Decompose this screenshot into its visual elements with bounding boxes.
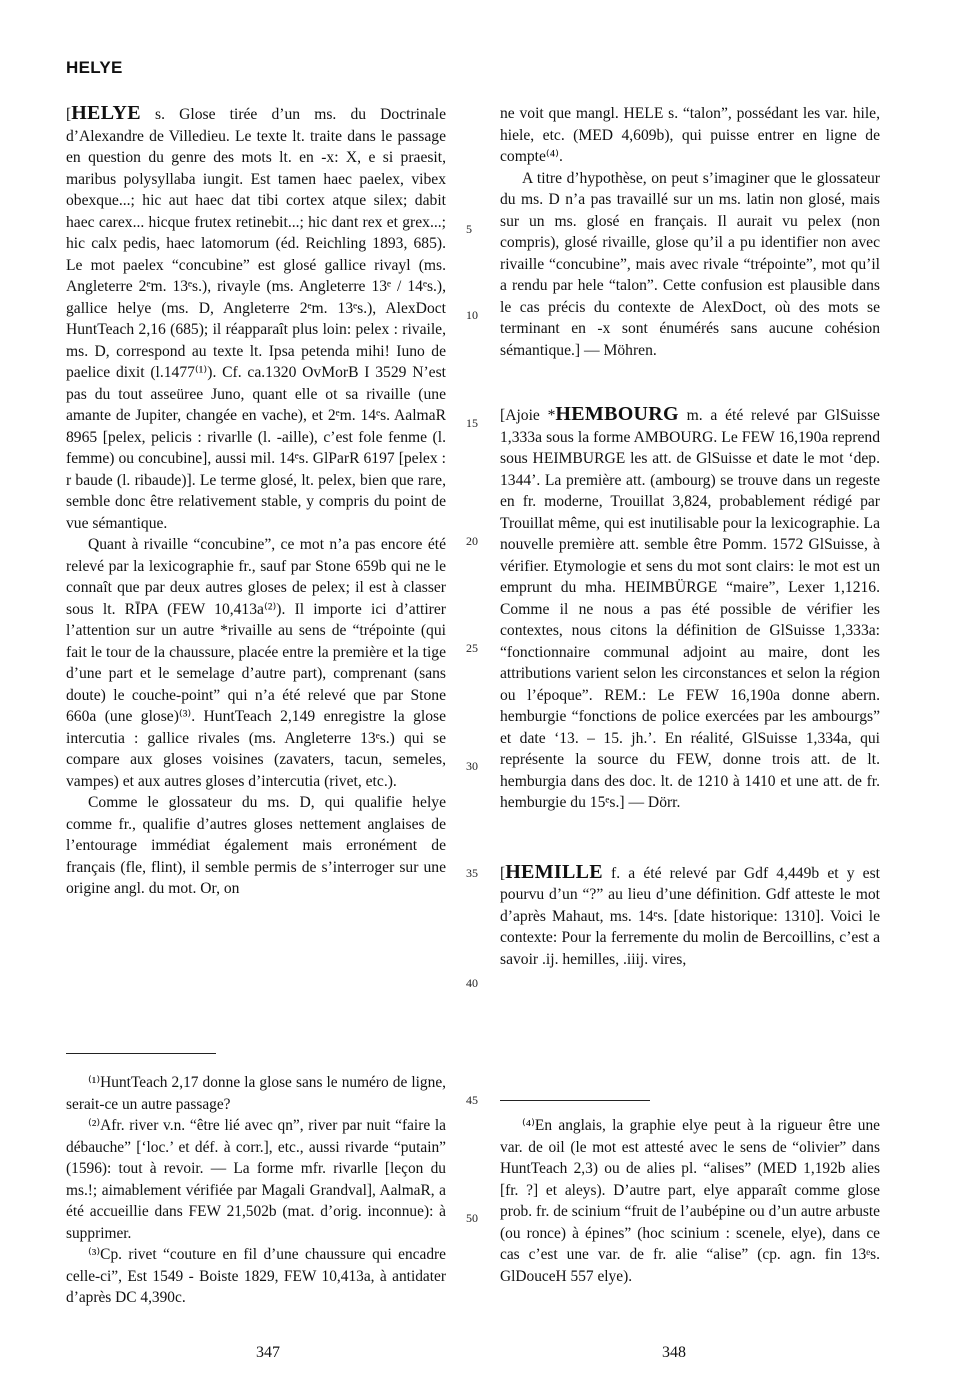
entry-helye: [HELYE s. Glose tirée d’un ms. du Doctrinale d’Alexandre de Villedieu. Le texte lt. traite dans le passage en question du genre des mots lt. en -x: X, e si praesit, maribus polysyllaba iungit. Est tamen haec paelex, vibex obexque...; hic aut haec dat tibi cortex atque silex; dabit haec carex... hicque frutex retinebit...; hic dant rex et grex...; hic calx pedis, haec latomorum (éd. Reichling 1893, 685). Le mot paelex “concubine” est glosé gallice rivayl (ms. Angleterre 2ᵉm. 13ᵉs.), rivayle (ms. Angleterre 13ᵉ / 14ᵉs.), gallice helye (ms. D, Angleterre 2ᵉm. 13ᵉs.), AlexDoct HuntTeach 2,16 (685); il réapparaît plus loin: pelex : rivaile, ms. D, correspond au texte lt. Ipsa petenda mihi! Iuno de paelice dixit (l.1477⁽¹⁾). Cf. ca.1320 OvMorB I 3529 N’est pas du tout asseüree Juno, quant elle ot sa rivaille (une amante de Jupiter, changée en vache), et 2ᵉm. 14ᵉs. AalmaR 8965 [pelex, pelicis : rivarlle (l. -aille), c’est fole fenme (l. femme) ou concubine], aussi mil. 14ᵉs. GlParR 6197 [pelex : r baude (l. ribaude)]. Le terme glosé, lt. pelex, bien que rare, semble donc être relativement stable, y compris du point de vue sémantique.	[66, 102, 446, 532]
footnote-1: ⁽¹⁾HuntTeach 2,17 donne la glose sans le numéro de ligne, serait-ce un autre passage?	[66, 1074, 446, 1113]
line-number-50: 50	[466, 1211, 478, 1225]
entry-hembourg-prefix: [Ajoie *	[500, 407, 556, 424]
footnote-3: ⁽³⁾Cp. rivet “couture en fil d’une chaussure qui encadre celle-ci”, Est 1549 - Boiste 1829, FEW 10,413a, à antidater d’après DC 4,390c.	[66, 1246, 446, 1306]
paragraph-hypothese: A titre d’hypothèse, on peut s’imaginer que le glossateur du ms. D n’a pas travaillé sur un ms. latin non glosé, mais sur un ms. glosé en français. Il aurait vu pelex (non compris), glosé rivaille, glose qu’il a pu identifier non avec rivaille “concubine”, mais avec rivale “trépointe”, mot qu’il a rendu par hele “talon”. Cette confusion est plausible dans le cas précis du contexte de AlexDoct, où des mots se terminant en -x sont énumérés sans aucune cohésion sémantique.] — Möhren.	[500, 169, 880, 359]
right-column	[500, 103, 880, 970]
page-number-right: 348	[662, 1344, 686, 1361]
entry-hemille-text: f. a été relevé par Gdf 4,449b et y est pourvu d’un “?” au lieu d’une définition. Gdf atteste le mot d’après Mahaut, ms. 14ᵉs. [date historique: 1310]. Voici le contexte: Pour la ferremente du molin de Bercoillins, c’est a savoir .ij. hemilles, .iiij. vires,	[500, 864, 880, 968]
headword-hembourg: HEMBOURG	[555, 403, 679, 425]
line-number-30: 30	[466, 759, 478, 773]
footnotes-right	[500, 1115, 880, 1287]
line-number-5: 5	[466, 222, 472, 236]
line-number-20: 20	[466, 534, 478, 548]
entry-hemille	[500, 862, 880, 971]
footnote-rule-right	[500, 1100, 650, 1101]
footnote-rule-left	[66, 1053, 216, 1054]
footnote-2: ⁽²⁾Afr. river v.n. “être lié avec qn”, river par nuit “faire la débauche” [‘loc.’ et déf. à corr.], etc., aussi rivarde “putain” (1596): tout à revoir. — La forme mfr. rivarlle [leçon du ms.!; aimablement vérifiée par Magali Grandval], AalmaR, a été accueillie dans FEW 21,502b (mat. d’orig. inconnue): à supprimer.	[66, 1117, 446, 1242]
footnotes-left	[66, 1072, 446, 1309]
headword-helye: HELYE	[71, 102, 141, 124]
line-number-35: 35	[466, 866, 478, 880]
page-number-left: 347	[256, 1344, 280, 1361]
entry-hembourg-text: m. a été relevé par GlSuisse 1,333a sous la forme AMBOURG. Le FEW 16,190a reprend sous HEIMBURGE les att. de GlSuisse et date le mot ‘dep. 1344’. La première att. (ambourg) se trouve dans un regeste en fr. moderne, Trouillat 3,824, probablement rédigé par Trouillat même, qui est inutilisable pour la lexicographie. La nouvelle première att. semble être Pomm. 1572 GlSuisse, à vérifier. Etymologie et sens du mot sont clairs: le mot est un emprunt du mha. HEIMBÜRGE “maire”, Lexer 1,1216. Comme il ne nous a pas été possible de vérifier les contextes, nous citons la définition de GlSuisse 1,333a: “fonctionnaire communal adjoint au maire, dont les attributions varient selon les circonstances et selon la région ou l’époque”. REM.: Le FEW 16,190a donne abern. hemburgie “fonctions de police exercées par les ambourgs” et date ‘13. – 15. jh.’. En réalité, GlSuisse 1,334a, qui représente la source du FEW, donne trois att. de lt. hemburgia dans des doc. lt. de 1210 à 1410 et une att. de fr. hemburgie du 15ᵉs.] — Dörr.	[500, 407, 880, 811]
entry-hemille-prefix: [	[500, 864, 506, 882]
paragraph-continuation: ne voit que mangl. HELE s. “talon”, possédant les var. hile, hiele, etc. (MED 4,609b), qui puisse entrer en ligne de compte⁽⁴⁾.	[500, 105, 880, 165]
line-number-10: 10	[466, 308, 478, 322]
footnote-4: ⁽⁴⁾En anglais, la graphie elye peut à la rigueur être une var. de oil (le mot est attesté avec le sens de “olivier” dans HuntTeach 2,3) ou de alies pl. “alises” (MED 1,192b alies [fr. ?] et aleys). D’autre part, elye apparaît comme glose prob. fr. de scinium “fruit de l’aubépine ou d’un autre arbuste (ou ronce) à épines” (hoc scinium : scenele, elye), dans ce cas c’est une var. de fr. alie “alise” (cp. agn. fin 13ᵉs. GlDouceH 557 elye).	[500, 1117, 880, 1285]
line-number-45: 45	[466, 1093, 478, 1107]
entry-hembourg	[500, 404, 880, 814]
paragraph-rivaille: Quant à rivaille “concubine”, ce mot n’a pas encore été relevé par la lexicographie fr., sauf par Stone 659b qui ne le connaît que par deux autres gloses de pelex; il est à classer sous lt. RĪPA (FEW 10,413a⁽²⁾). Il importe ici d’attirer l’attention sur un autre *rivaille au sens de “trépointe (qui fait le tour de la chaussure, placée entre la première et la tige d’une part et le semelage d’autre part), comprenant (sans doute) le couche-point” qui n’a été relevé que par Stone 660a (une glose)⁽³⁾. HuntTeach 2,149 enregistre la glose intercutia : gallice rivales (ms. Angleterre 13ᵉs.) qui se compare aux gloses voisines (zavaters, tacun, semeles, vampes) et aux autres gloses d’intercutia (rivet, etc.).	[66, 536, 446, 790]
line-number-25: 25	[466, 641, 478, 655]
headword-hemille: HEMILLE	[505, 860, 603, 883]
line-number-40: 40	[466, 976, 478, 990]
line-number-15: 15	[466, 416, 478, 430]
entry-helye-text: s. Glose tirée d’un ms. du Doctrinale d’Alexandre de Villedieu. Le texte lt. traite dans le passage en question du genre des mots lt. en -x: X, e si praesit, maribus polysyllaba iungit. Est tamen haec paelex, vibex obexque...; hic aut haec dat tibi cortex atque silex; dabit haec carex... hicque frutex retinebit...; hic dant rex et grex...; hic calx pedis, haec latomorum (éd. Reichling 1893, 685). Le mot paelex “concubine” est glosé gallice rivayl (ms. Angleterre 2ᵉm. 13ᵉs.), rivayle (ms. Angleterre 13ᵉ / 14ᵉs.), gallice helye (ms. D, Angleterre 2ᵉm. 13ᵉs.), AlexDoct HuntTeach 2,16 (685); il réapparaît plus loin: pelex : rivaile, ms. D, correspond au texte lt. Ipsa petenda mihi! Iuno de paelice dixit (l.1477⁽¹⁾). Cf. ca.1320 OvMorB I 3529 N’est pas du tout asseüree Juno, quant elle ot sa rivaille (une amante de Jupiter, changée en vache), et 2ᵉm. 14ᵉs. AalmaR 8965 [pelex, pelicis : rivarlle (l. -aille), c’est fole fenme (l. femme) ou concubine], aussi mil. 14ᵉs. GlParR 6197 [pelex : r baude (l. ribaude)]. Le terme glosé, lt. pelex, bien que rare, semble donc être relativement stable, y compris du point de vue sémantique.	[66, 106, 446, 532]
left-column	[66, 103, 446, 900]
running-head: HELYE	[66, 58, 123, 77]
paragraph-glossateur: Comme le glossateur du ms. D, qui qualifie helye comme fr., qualifie d’autres gloses nettement anglaises de l’entourage immédiat également mais erronément de français (fle, flint), il semble permis de s’interroger sur une origine angl. du mot. Or, on	[66, 794, 446, 897]
